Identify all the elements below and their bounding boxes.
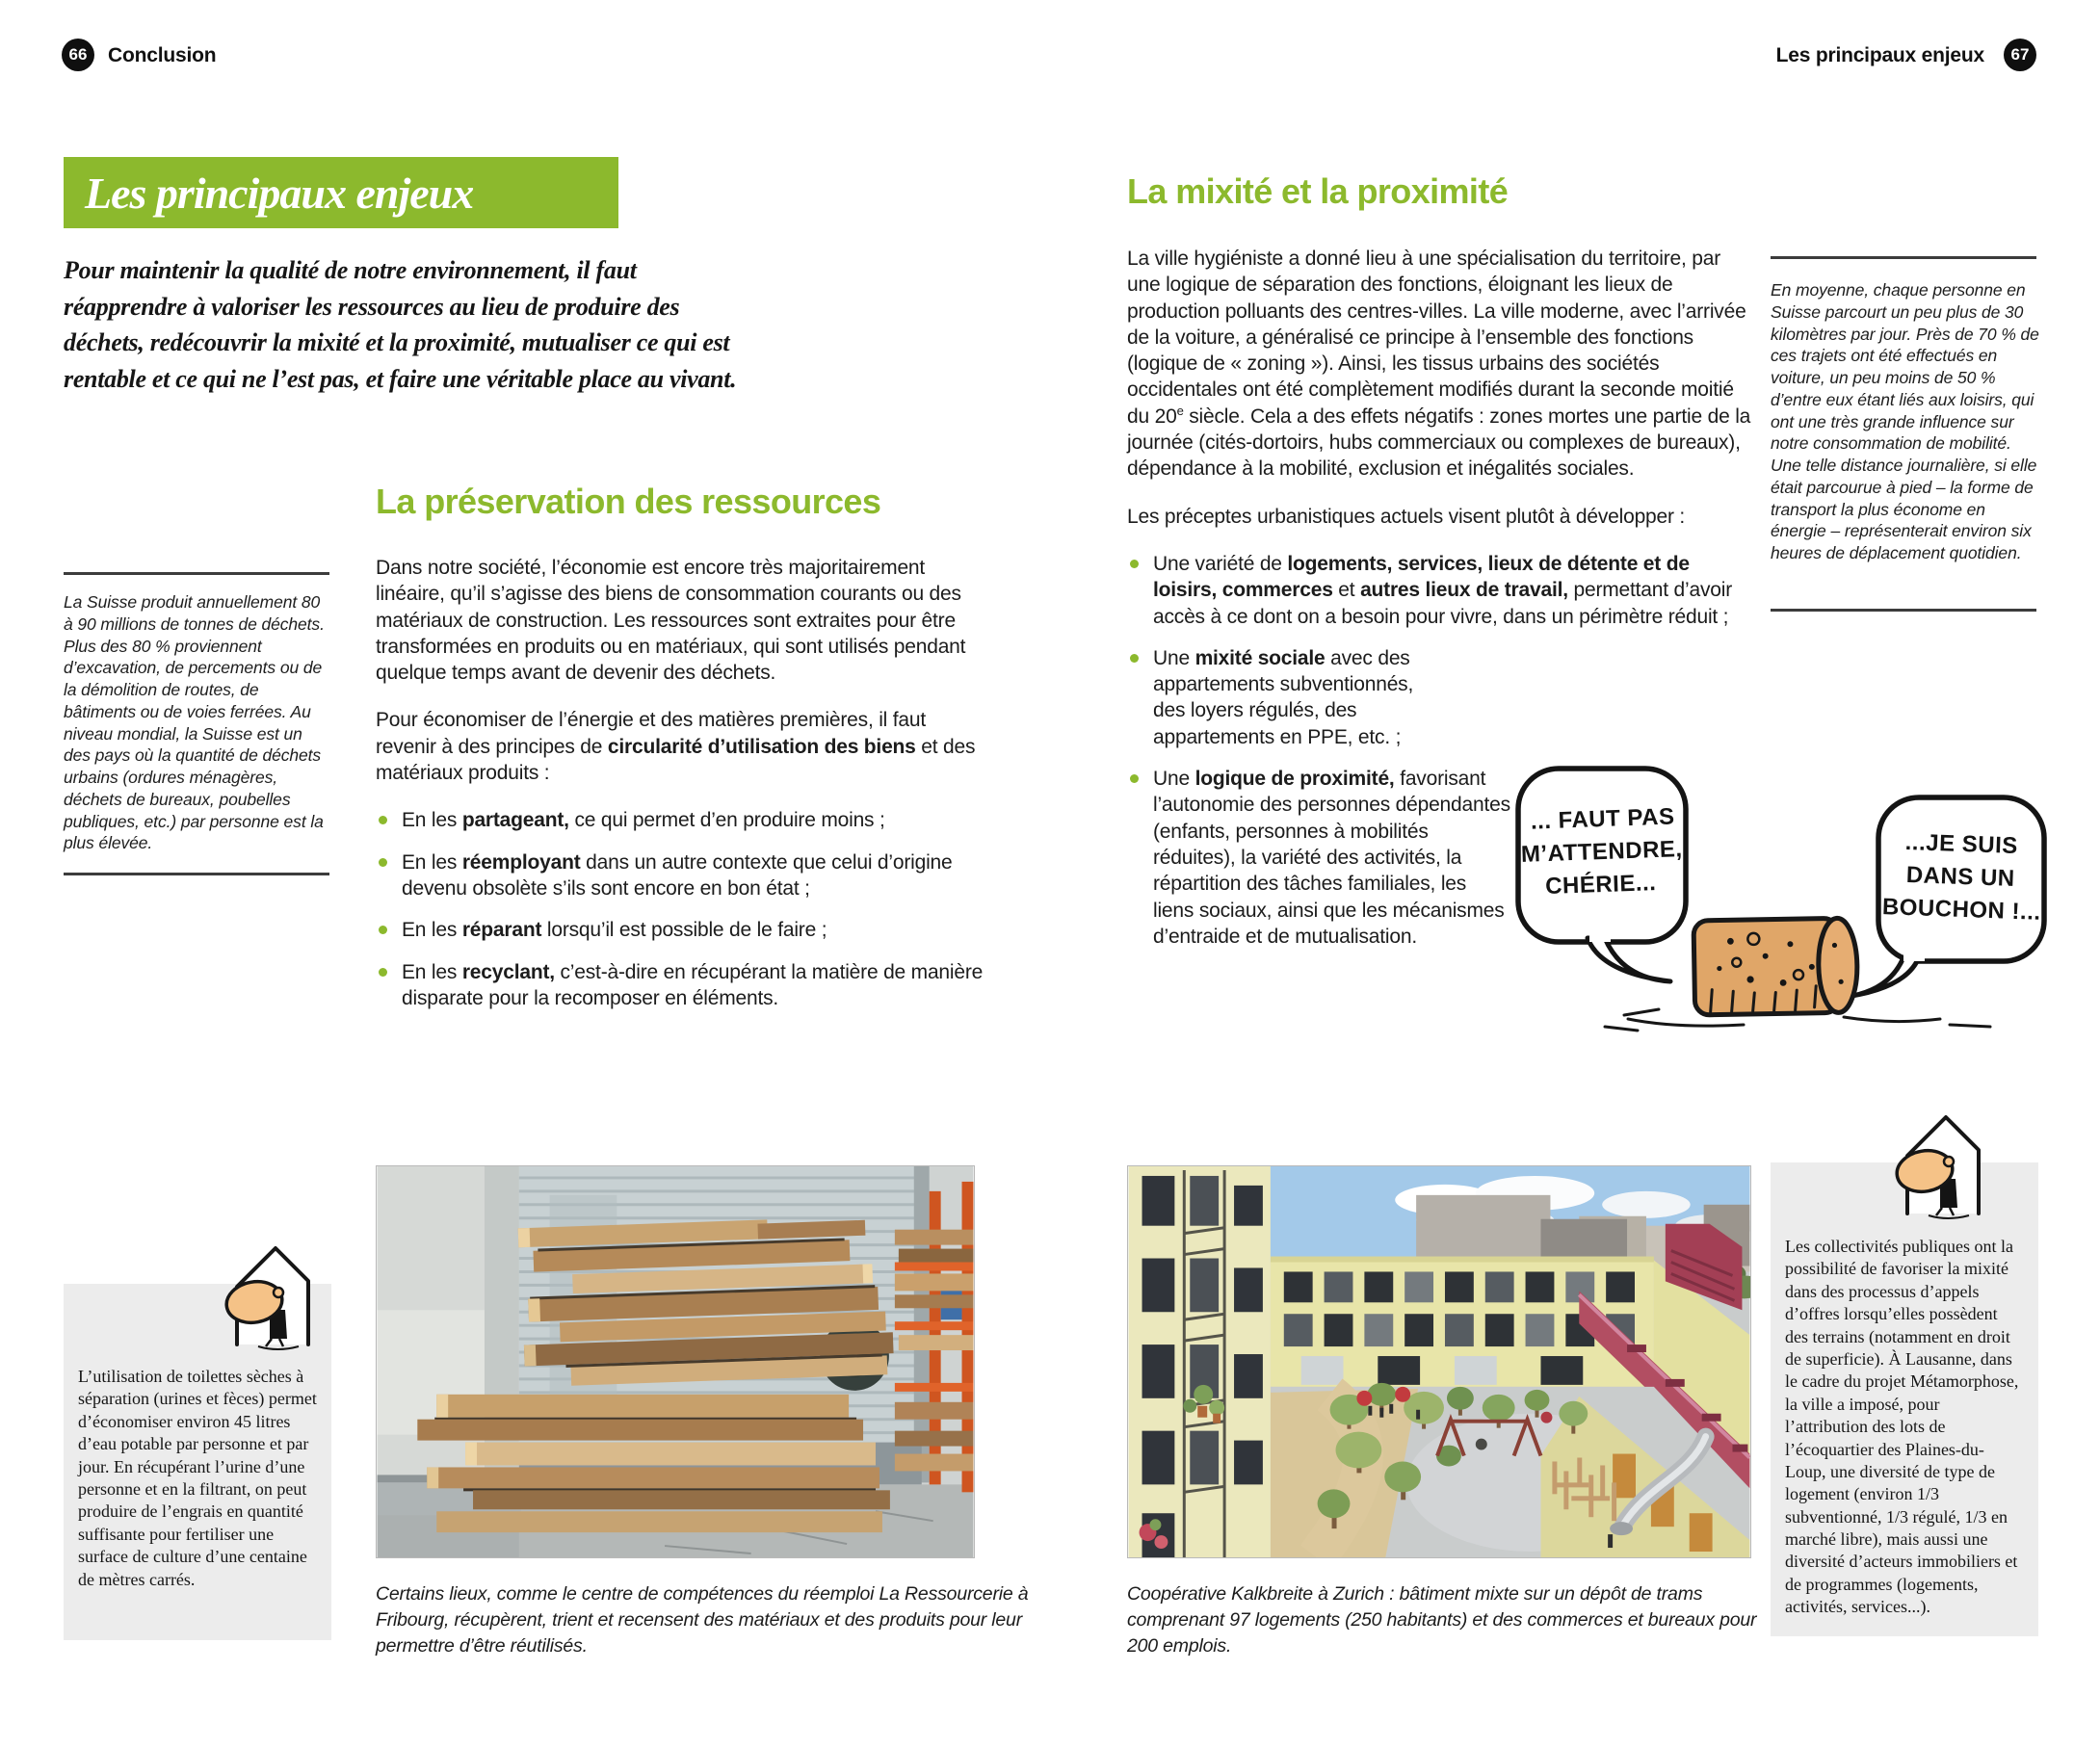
page-number-left: 66 bbox=[62, 39, 94, 71]
info-box-text: L’utilisation de toilettes sèches à séparation (urines et fèces) permet d’économiser environ 45 litres d’eau potable par personne et par jour. En récupérant l’urine d’une personne et en la filtrant, on peut produire de l’engrais en quantité suffisante pour fertiliser une surface de culture d’une centaine de mètres carrés. bbox=[78, 1367, 317, 1589]
paragraph: Pour économiser de l’énergie et des matières premières, il faut revenir à des principes de circularité d’utilisation des biens et des matériaux produits : bbox=[376, 709, 976, 785]
section-heading-mixite: La mixité et la proximité bbox=[1127, 171, 1509, 211]
chapter-title: Les principaux enjeux bbox=[64, 157, 618, 228]
running-header-left: Conclusion bbox=[108, 44, 217, 66]
chapter-intro: Pour maintenir la qualité de notre environnement, il faut réapprendre à valoriser les ressources au lieu de produire des déchets, redécouvrir la mixité et la proximité, mutualiser ce qui est rentable et ce qui ne l’est pas, et faire une véritable place au vivant. bbox=[64, 256, 737, 394]
bubble-left-line1: ... FAUT PAS bbox=[1530, 803, 1675, 835]
divider bbox=[64, 572, 329, 575]
info-box-collectivites bbox=[1771, 1162, 2038, 1636]
bubble-right-line3: BOUCHON !... bbox=[1881, 894, 2042, 926]
running-header-right: Les principaux enjeux bbox=[1775, 44, 1984, 66]
wood-stack-illustration bbox=[377, 1166, 974, 1557]
sidebar-note-right: En moyenne, chaque personne en Suisse parcourt un peu plus de 30 kilomètres par jour. Près de 70 % de ces trajets ont été effectués en voiture, un peu moins de 50 % d’entre eux étant liés aux loisirs, qui ont une très grande influence sur notre consommation de mobilité. Une telle distance journalière, si elle était parcourue à pied – la forme de transport la plus économe en énergie – représenterait environ six heures de déplacement quotidien. bbox=[1771, 280, 2039, 562]
photo-kalkbreite-courtyard bbox=[1127, 1165, 1751, 1558]
sidebar-note-left: La Suisse produit annuellement 80 à 90 millions de tonnes de déchets. Plus des 80 % proviennent d’excavation, de percements ou de la démolition de routes, de bâtiments ou de voies ferrées. Au niveau mondial, la Suisse est un des pays où la quantité de déchets urbains (ordures ménagères, déchets de bureaux, poubelles publiques, etc.) par personne est la plus élevée. bbox=[64, 592, 325, 853]
body-column-left bbox=[376, 555, 984, 1027]
house-figure-icon bbox=[216, 1235, 320, 1357]
photo-caption-right: Coopérative Kalkbreite à Zurich : bâtiment mixte sur un dépôt de trams comprenant 97 logements (250 habitants) et des commerces et bureaux pour 200 emplois. bbox=[1127, 1583, 1757, 1657]
list-item: En les réemployant dans un autre contexte que celui d’origine devenu obsolète s’ils sont encore en bon état ; bbox=[376, 849, 984, 902]
paragraph: Les préceptes urbanistiques actuels visent plutôt à développer : bbox=[1127, 505, 1686, 528]
list-item: Une mixité sociale avec des appartements subventionnés, des loyers régulés, des appartements en PPE, etc. ; bbox=[1127, 645, 1415, 750]
speech-bubble-left bbox=[1518, 769, 1686, 981]
bubble-right-line2: DANS UN bbox=[1905, 862, 2016, 892]
list-item: Une logique de proximité, favorisant l’autonomie des personnes dépendantes (enfants, personnes à mobilités réduites), la variété des activités, la répartition des tâches familiales, les liens sociaux, ainsi que les mécanismes d’entraide et de mutualisation. bbox=[1127, 766, 1511, 950]
bullet-list bbox=[376, 807, 984, 1011]
photo-caption-left: Certains lieux, comme le centre de compétences du réemploi La Ressourcerie à Fribourg, récupèrent, trient et recensent des matériaux et des produits pour leur permettre d’être réutilisés. bbox=[376, 1583, 1029, 1657]
list-item: En les recyclant, c’est-à-dire en récupérant la matière de manière disparate pour la recomposer en éléments. bbox=[376, 959, 984, 1012]
list-item: En les réparant lorsqu’il est possible de le faire ; bbox=[376, 917, 984, 943]
cork-cartoon bbox=[1505, 759, 2059, 1053]
divider bbox=[64, 873, 329, 875]
page-number-right: 67 bbox=[2004, 39, 2036, 71]
wood-beams-lower bbox=[417, 1395, 890, 1532]
info-box-text: Les collectivités publiques ont la possibilité de favoriser la mixité dans des processus d’appels d’offres lorsqu’elles possèdent des terrains (notamment en droit de superficie). À Lausanne, dans le cadre du projet Métamorphose, la ville a imposé, pour l’attribution des lots de l’écoquartier des Plaines-du-Loup, une diversité de type de logement (environ 1/3 subventionné, 1/3 régulé, 1/3 en marché libre), mais aussi une diversité d’acteurs immobiliers et de programmes (logements, activités, services...). bbox=[1785, 1237, 2019, 1617]
cork-icon bbox=[1693, 918, 1858, 1015]
house-figure-icon bbox=[1886, 1104, 1990, 1226]
photo-ressourcerie-wood-stack bbox=[376, 1165, 975, 1558]
divider bbox=[1771, 256, 2036, 259]
list-item: Une variété de logements, services, lieux de détente et de loisirs, commerces et autres lieux de travail, permettant d’avoir accès à ce dont on a besoin pour vivre, dans un périmètre réduit ; bbox=[1127, 551, 1753, 630]
bubble-left-line2: M’ATTENDRE, bbox=[1520, 836, 1684, 868]
bubble-right-line1: ...JE SUIS bbox=[1904, 828, 2019, 860]
paragraph: Dans notre société, l’économie est encore très majoritairement linéaire, qu’il s’agisse des biens de consommation courants ou des matériaux de construction. Les ressources sont extraites pour être transformées en produits ou en matériaux, qui sont utilisés pendant quelque temps avant de devenir des déchets. bbox=[376, 557, 966, 685]
courtyard-illustration bbox=[1128, 1166, 1750, 1557]
paragraph: La ville hygiéniste a donné lieu à une spécialisation du territoire, par une logique de séparation des fonctions, éloignant les lieux de production polluants des centres-villes. La ville moderne, avec l’arrivée de la voiture, a généralisé ce principe à l’ensemble des fonctions (logique de « zoning »). Ainsi, les tissus urbains des sociétés occidentales ont été complètement modifiés durant la seconde moitié du 20e siècle. Cela a des effets négatifs : zones mortes une partie de la journée (cités-dortoirs, hubs commerciaux ou complexes de bureaux), dépendance à la mobilité, exclusion et inégalités sociales. bbox=[1127, 248, 1751, 481]
divider bbox=[1771, 609, 2036, 612]
speech-bubble-right bbox=[1838, 797, 2044, 998]
bubble-left-line3: CHÉRIE... bbox=[1544, 870, 1657, 901]
list-item: En les partageant, ce qui permet d’en produire moins ; bbox=[376, 807, 984, 833]
section-heading-ressources: La préservation des ressources bbox=[376, 482, 881, 521]
